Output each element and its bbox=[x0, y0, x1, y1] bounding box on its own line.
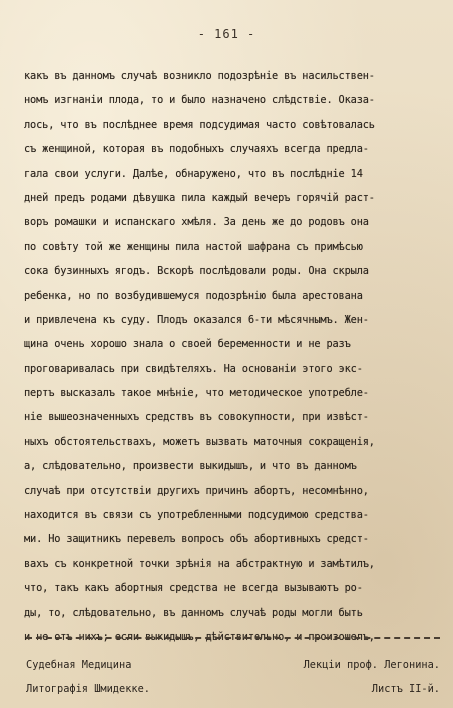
text-line: ребенка, но по возбудившемуся подозрѣнію была арестована bbox=[24, 289, 363, 302]
text-line: ніе вышеозначенныхъ средствъ въ совокупности, при извѣст- bbox=[24, 411, 369, 424]
text-line: ми. Но защитникъ перевелъ вопросъ объ абортивныхъ средст- bbox=[24, 533, 369, 546]
text-line: проговаривалась при свидѣтеляхъ. На основаніи этого экс- bbox=[24, 362, 363, 375]
text-line: сока бузинныхъ ягодъ. Вскорѣ послѣдовали роды. Она скрыла bbox=[24, 265, 369, 278]
text-line: и привлечена къ суду. Плодъ оказался 6-ти мѣсячнымъ. Жен- bbox=[24, 313, 369, 326]
text-line: какъ въ данномъ случаѣ возникло подозрѣніе въ насильствен- bbox=[24, 70, 375, 82]
text-line: вахъ съ конкретной точки зрѣнія на абстрактную и замѣтилъ, bbox=[24, 557, 375, 570]
text-line: гала свои услуги. Далѣе, обнаружено, что въ послѣдніе 14 bbox=[24, 167, 363, 180]
text-line: ды, то, слѣдовательно, въ данномъ случаѣ роды могли быть bbox=[24, 606, 363, 619]
text-line: номъ изгнаніи плода, то и было назначено слѣдствіе. Оказа- bbox=[24, 94, 375, 107]
text-line: лось, что въ послѣднее время подсудимая часто совѣтовалась bbox=[24, 118, 375, 131]
text-line: пертъ высказалъ такое мнѣніе, что методическое употребле- bbox=[24, 387, 369, 400]
text-line: что, такъ какъ абортныя средства не всегда вызываютъ ро- bbox=[24, 582, 363, 595]
text-line: и не отъ нихъ; если выкидышъ, дѣйствительно, и произошелъ, bbox=[24, 630, 375, 643]
footer-lecturer: Лекціи проф. Легонина. bbox=[303, 659, 440, 671]
footer-sheet-number: Листъ II-й. bbox=[371, 683, 440, 695]
text-line: находится въ связи съ употребленными подсудимою средства- bbox=[24, 509, 369, 522]
footer-printer: Литографія Шмидекке. bbox=[26, 683, 150, 695]
footer-course: Судебная Медицина bbox=[26, 659, 132, 671]
text-line: съ женщиной, которая въ подобныхъ случаяхъ всегда предла- bbox=[24, 143, 369, 156]
text-line: щина очень хорошо знала о своей беременности и не разъ bbox=[24, 338, 351, 351]
page-number: - 161 - bbox=[197, 27, 256, 41]
text-line: ныхъ обстоятельствахъ, можетъ вызвать маточныя сокращенія, bbox=[24, 435, 375, 448]
footer-divider bbox=[26, 637, 440, 639]
text-line: по совѣту той же женщины пила настой шафрана съ примѣсью bbox=[24, 240, 363, 253]
text-line: случаѣ при отсутствіи другихъ причинъ абортъ, несомнѣнно, bbox=[24, 484, 369, 497]
text-line: воръ ромашки и испанскаго хмѣля. За день же до родовъ она bbox=[24, 216, 369, 229]
body-text bbox=[24, 64, 444, 649]
text-line: дней предъ родами дѣвушка пила каждый вечеръ горячій раст- bbox=[24, 191, 375, 204]
text-line: а, слѣдовательно, произвести выкидышъ, и что въ данномъ bbox=[24, 460, 357, 473]
